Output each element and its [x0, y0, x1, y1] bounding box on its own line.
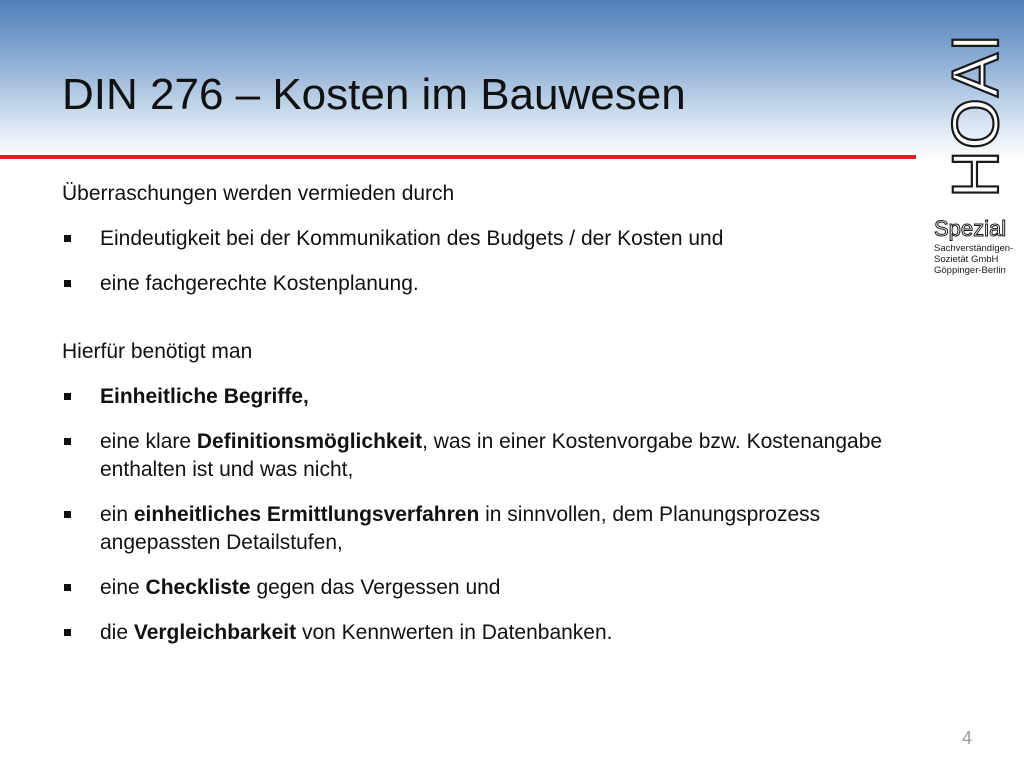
logo-wordmark: HOAI — [938, 32, 1012, 198]
list-item: eine fachgerechte Kostenplanung. — [62, 270, 902, 298]
section1-intro: Überraschungen werden vermieden durch — [62, 182, 455, 205]
title-divider — [0, 155, 916, 159]
logo-line-1: Sachverständigen- — [934, 243, 1014, 254]
bullet-square-icon — [64, 235, 71, 242]
list-item: ein einheitliches Ermittlungsverfahren in sinnvollen, dem Planungsprozess angepassten Detailstufen, — [62, 501, 902, 557]
bullet-square-icon — [64, 629, 71, 636]
hoai-logo — [900, 0, 1024, 290]
slide-body — [62, 180, 902, 664]
list-item: Einheitliche Begriffe, — [62, 383, 902, 411]
section1-list — [62, 225, 902, 298]
logo-subtitle: Spezial — [934, 216, 1007, 241]
logo-line-3: Göppinger-Berlin — [934, 265, 1006, 276]
section2-list — [62, 383, 902, 647]
list-item: eine klare Definitionsmöglichkeit, was in einer Kostenvorgabe bzw. Kostenangabe enthalten ist und was nicht, — [62, 428, 902, 484]
page-number: 4 — [962, 728, 973, 748]
bullet-square-icon — [64, 280, 71, 287]
logo-line-2: Sozietät GmbH — [934, 254, 999, 265]
list-item: Eindeutigkeit bei der Kommunikation des Budgets / der Kosten und — [62, 225, 902, 253]
list-item: die Vergleichbarkeit von Kennwerten in Datenbanken. — [62, 619, 902, 647]
bullet-square-icon — [64, 511, 71, 518]
slide-title: DIN 276 – Kosten im Bauwesen — [62, 70, 686, 119]
bullet-square-icon — [64, 393, 71, 400]
list-item: eine Checkliste gegen das Vergessen und — [62, 574, 902, 602]
bullet-square-icon — [64, 438, 71, 445]
bullet-square-icon — [64, 584, 71, 591]
section2-intro: Hierfür benötigt man — [62, 340, 253, 363]
